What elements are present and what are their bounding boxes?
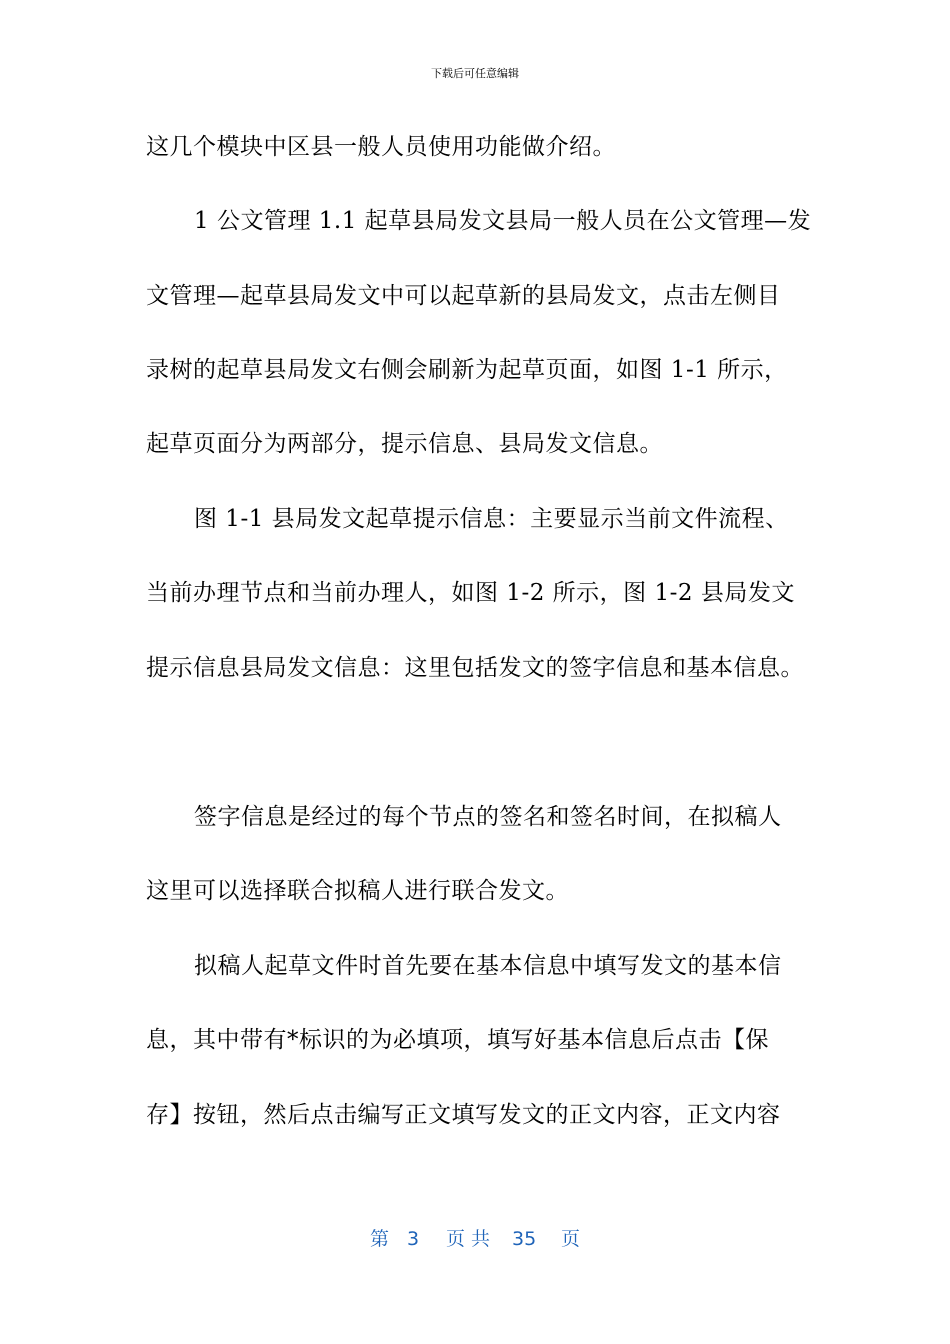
body-line-1: 这几个模块中区县一般人员使用功能做介绍。 [146, 134, 616, 160]
body-line-4: 录树的起草县局发文右侧会刷新为起草页面，如图 1-1 所示， [146, 357, 788, 383]
body-line-2: 1 公文管理 1.1 起草县局发文县局一般人员在公文管理—发 [194, 208, 812, 234]
body-line-7: 当前办理节点和当前办理人，如图 1-2 所示，图 1-2 县局发文 [146, 580, 795, 606]
body-line-13: 存】按钮，然后点击编写正文填写发文的正文内容，正文内容 [146, 1102, 781, 1128]
body-line-5: 起草页面分为两部分，提示信息、县局发文信息。 [146, 431, 663, 457]
footer-ye-label: 页 [561, 1228, 581, 1250]
footer-ye-gong-label: 页 共 [446, 1228, 491, 1250]
body-line-9: 签字信息是经过的每个节点的签名和签名时间，在拟稿人 [194, 804, 782, 830]
body-line-11: 拟稿人起草文件时首先要在基本信息中填写发文的基本信 [194, 953, 782, 979]
footer-current-page: 3 [407, 1228, 420, 1250]
body-line-8: 提示信息县局发文信息：这里包括发文的签字信息和基本信息。 [146, 655, 804, 681]
footer-total-pages: 35 [512, 1228, 537, 1250]
footer-di-label: 第 [370, 1228, 390, 1250]
body-line-6: 图 1-1 县局发文起草提示信息：主要显示当前文件流程、 [194, 506, 789, 532]
body-line-10: 这里可以选择联合拟稿人进行联合发文。 [146, 878, 569, 904]
page-header: 下载后可任意编辑 [431, 67, 519, 80]
body-line-3: 文管理—起草县局发文中可以起草新的县局发文，点击左侧目 [146, 283, 781, 309]
body-line-12: 息，其中带有*标识的为必填项，填写好基本信息后点击【保 [146, 1027, 769, 1053]
